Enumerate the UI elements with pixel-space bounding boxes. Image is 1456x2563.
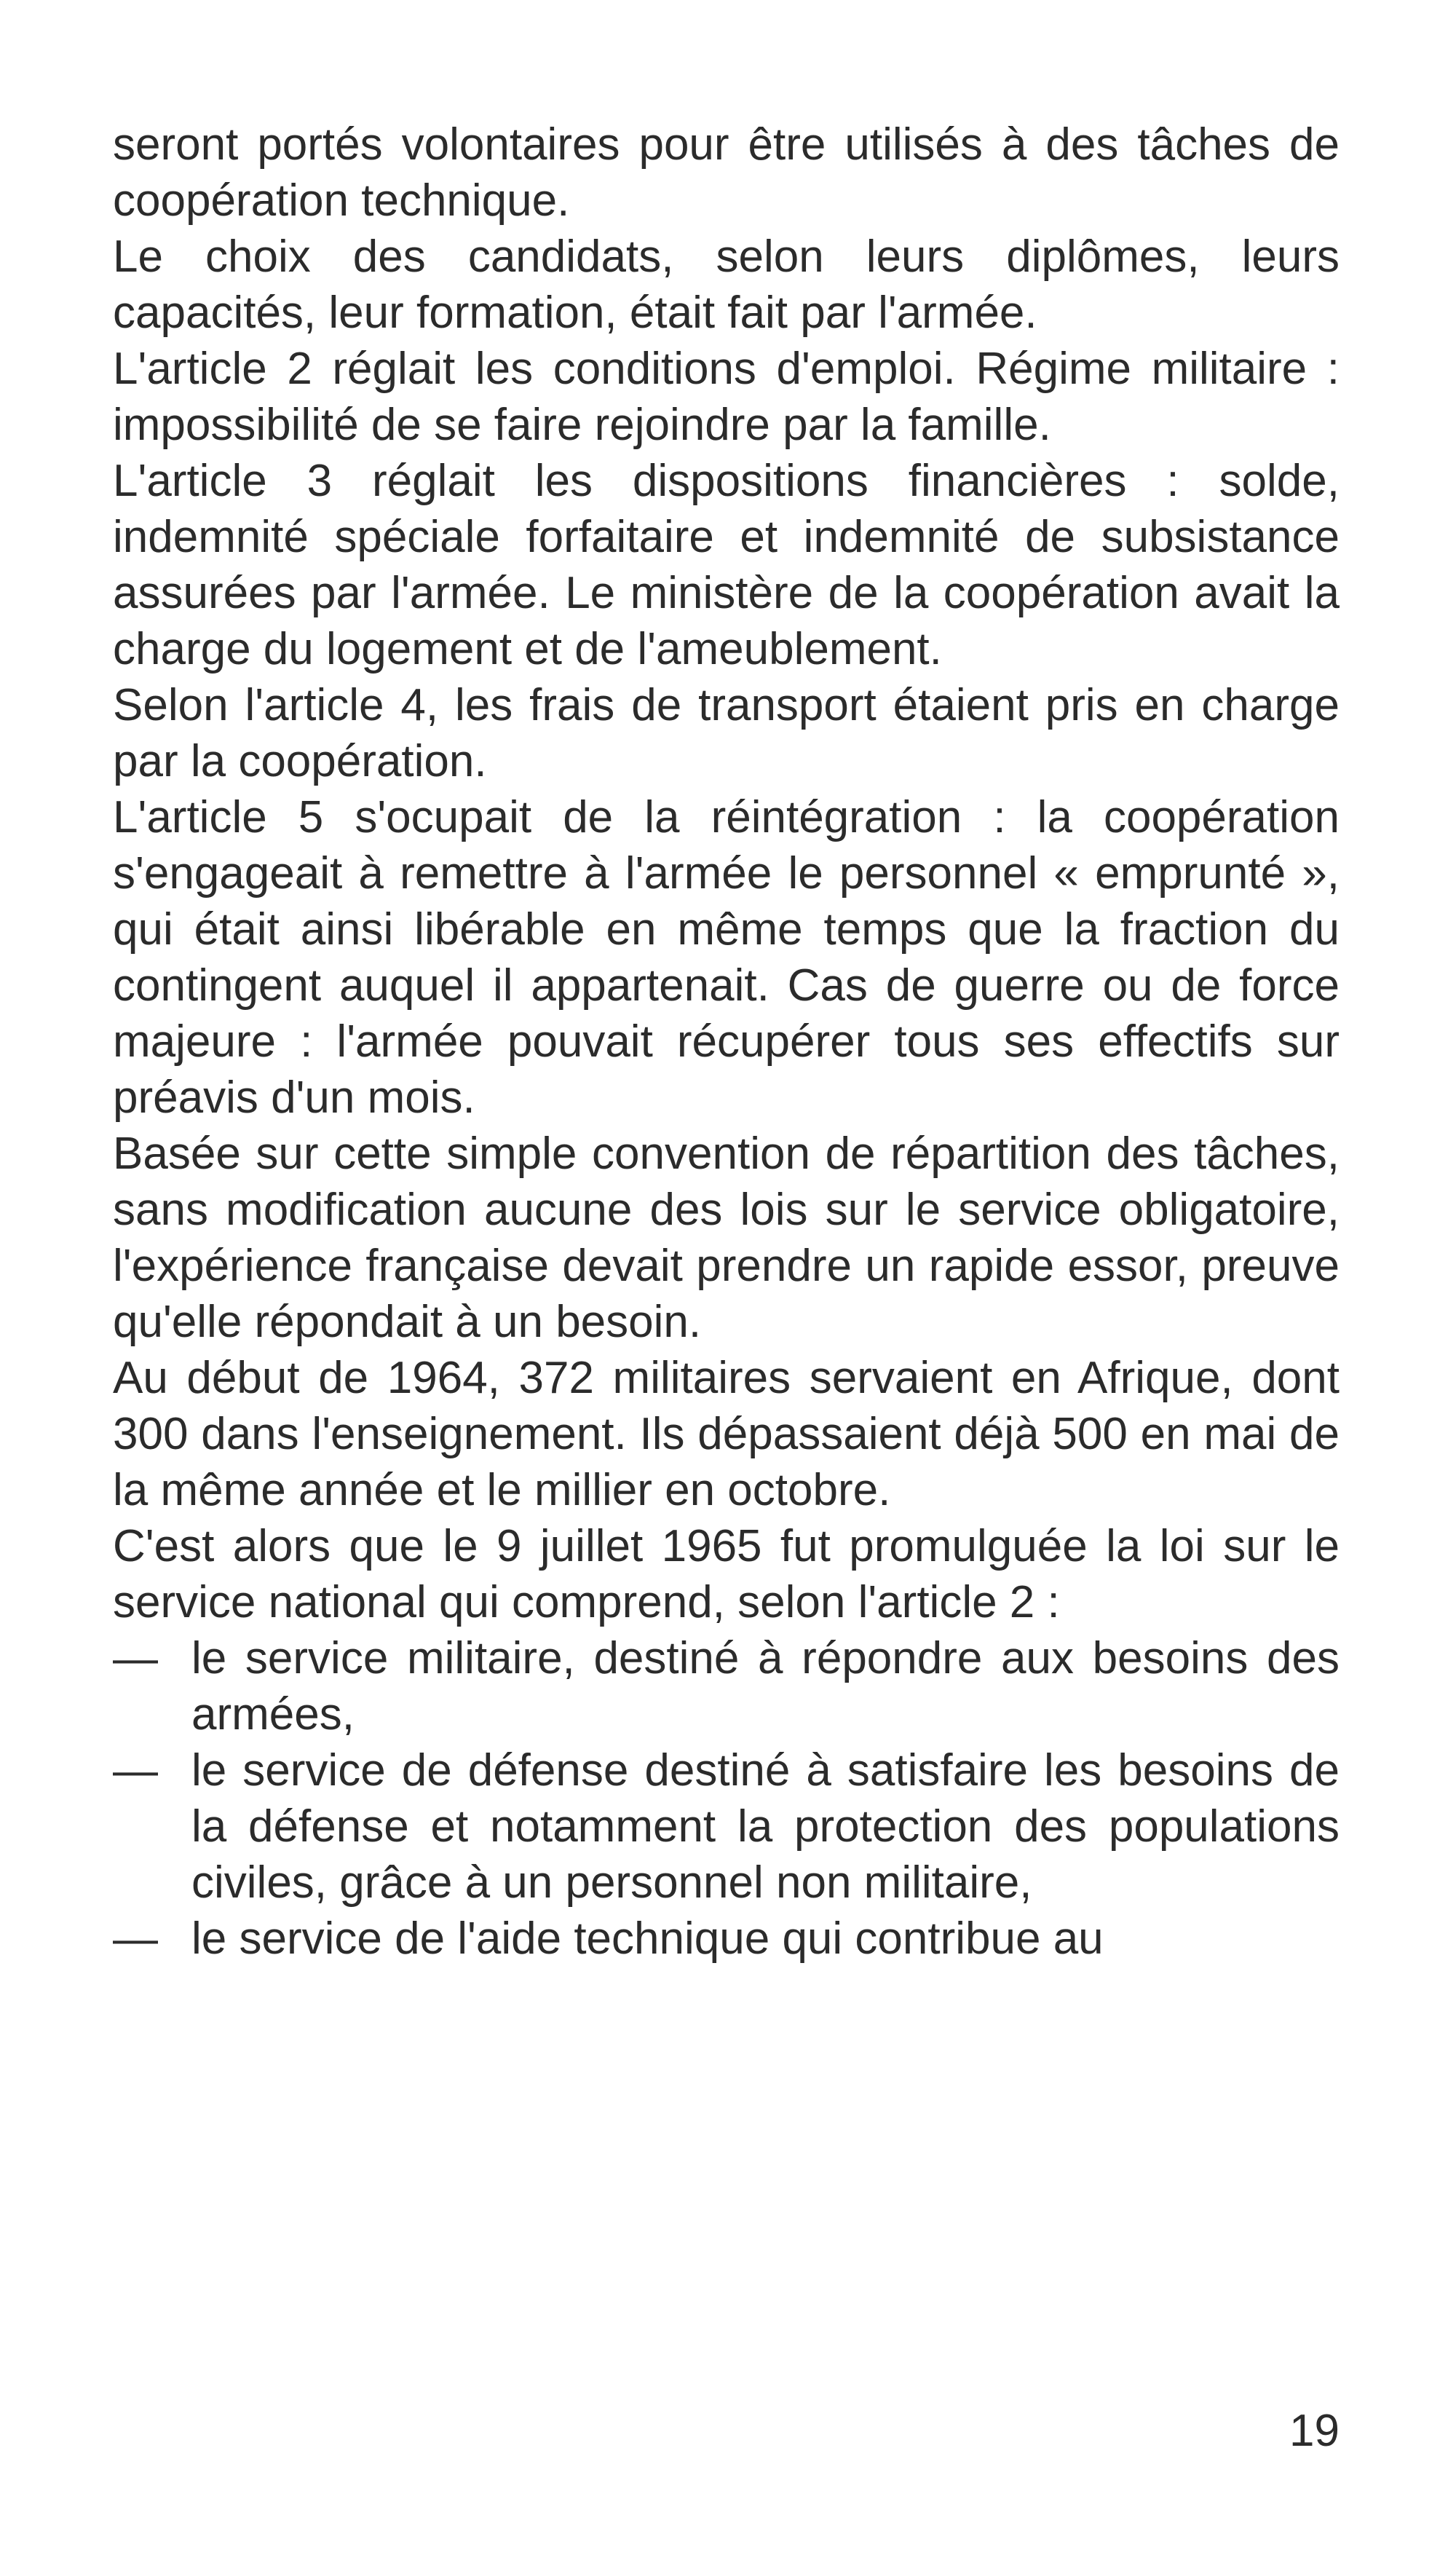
list-item-text: le service militaire, destiné à répondre aux besoins des armées, [191,1633,1340,1739]
list-item-text: le service de défense destiné à satisfaire les besoins de la défense et notamment la protection des populations civiles, grâce à un personnel non militaire, [191,1745,1340,1908]
paragraph-9: C'est alors que le 9 juillet 1965 fut promulguée la loi sur le service national qui comprend, selon l'article 2 : [113,1521,1340,1627]
paragraph-1: seront portés volontaires pour être utilisés à des tâches de coopération technique. [113,119,1340,226]
dash-marker: — [113,1914,158,1964]
dash-marker: — [113,1745,158,1796]
list-item [113,1742,1340,1911]
list-item [113,1630,1340,1742]
body-text [113,116,1340,1967]
paragraph-8: Au début de 1964, 372 militaires servaient en Afrique, dont 300 dans l'enseignement. Ils dépassaient déjà 500 en mai de la même année et le millier en octobre. [113,1353,1340,1515]
paragraph-6: L'article 5 s'ocupait de la réintégration : la coopération s'engageait à remettre à l'armée le personnel « emprunté », qui était ainsi libérable en même temps que la fraction du contingent auquel il appartenait. Cas de guerre ou de force majeure : l'armée pouvait récupérer tous ses effectifs sur préavis d'un mois. [113,792,1340,1123]
list-item-text: le service de l'aide technique qui contribue au [191,1914,1104,1964]
page-number: 19 [1289,2406,1340,2456]
service-list [113,1630,1340,1967]
list-item [113,1911,1340,1967]
paragraph-5: Selon l'article 4, les frais de transport étaient pris en charge par la coopération. [113,680,1340,786]
dash-marker: — [113,1633,158,1683]
paragraph-7: Basée sur cette simple convention de répartition des tâches, sans modification aucune des lois sur le service obligatoire, l'expérience française devait prendre un rapide essor, preuve qu'elle répondait à un besoin. [113,1129,1340,1347]
paragraph-3: L'article 2 réglait les conditions d'emploi. Régime militaire : impossibilité de se faire rejoindre par la famille. [113,344,1340,450]
paragraph-2: Le choix des candidats, selon leurs diplômes, leurs capacités, leur formation, était fait par l'armée. [113,232,1340,338]
paragraph-4: L'article 3 réglait les dispositions financières : solde, indemnité spéciale forfaitaire et indemnité de subsistance assurées par l'armée. Le ministère de la coopération avait la charge du logement et de l'ameublement. [113,456,1340,674]
